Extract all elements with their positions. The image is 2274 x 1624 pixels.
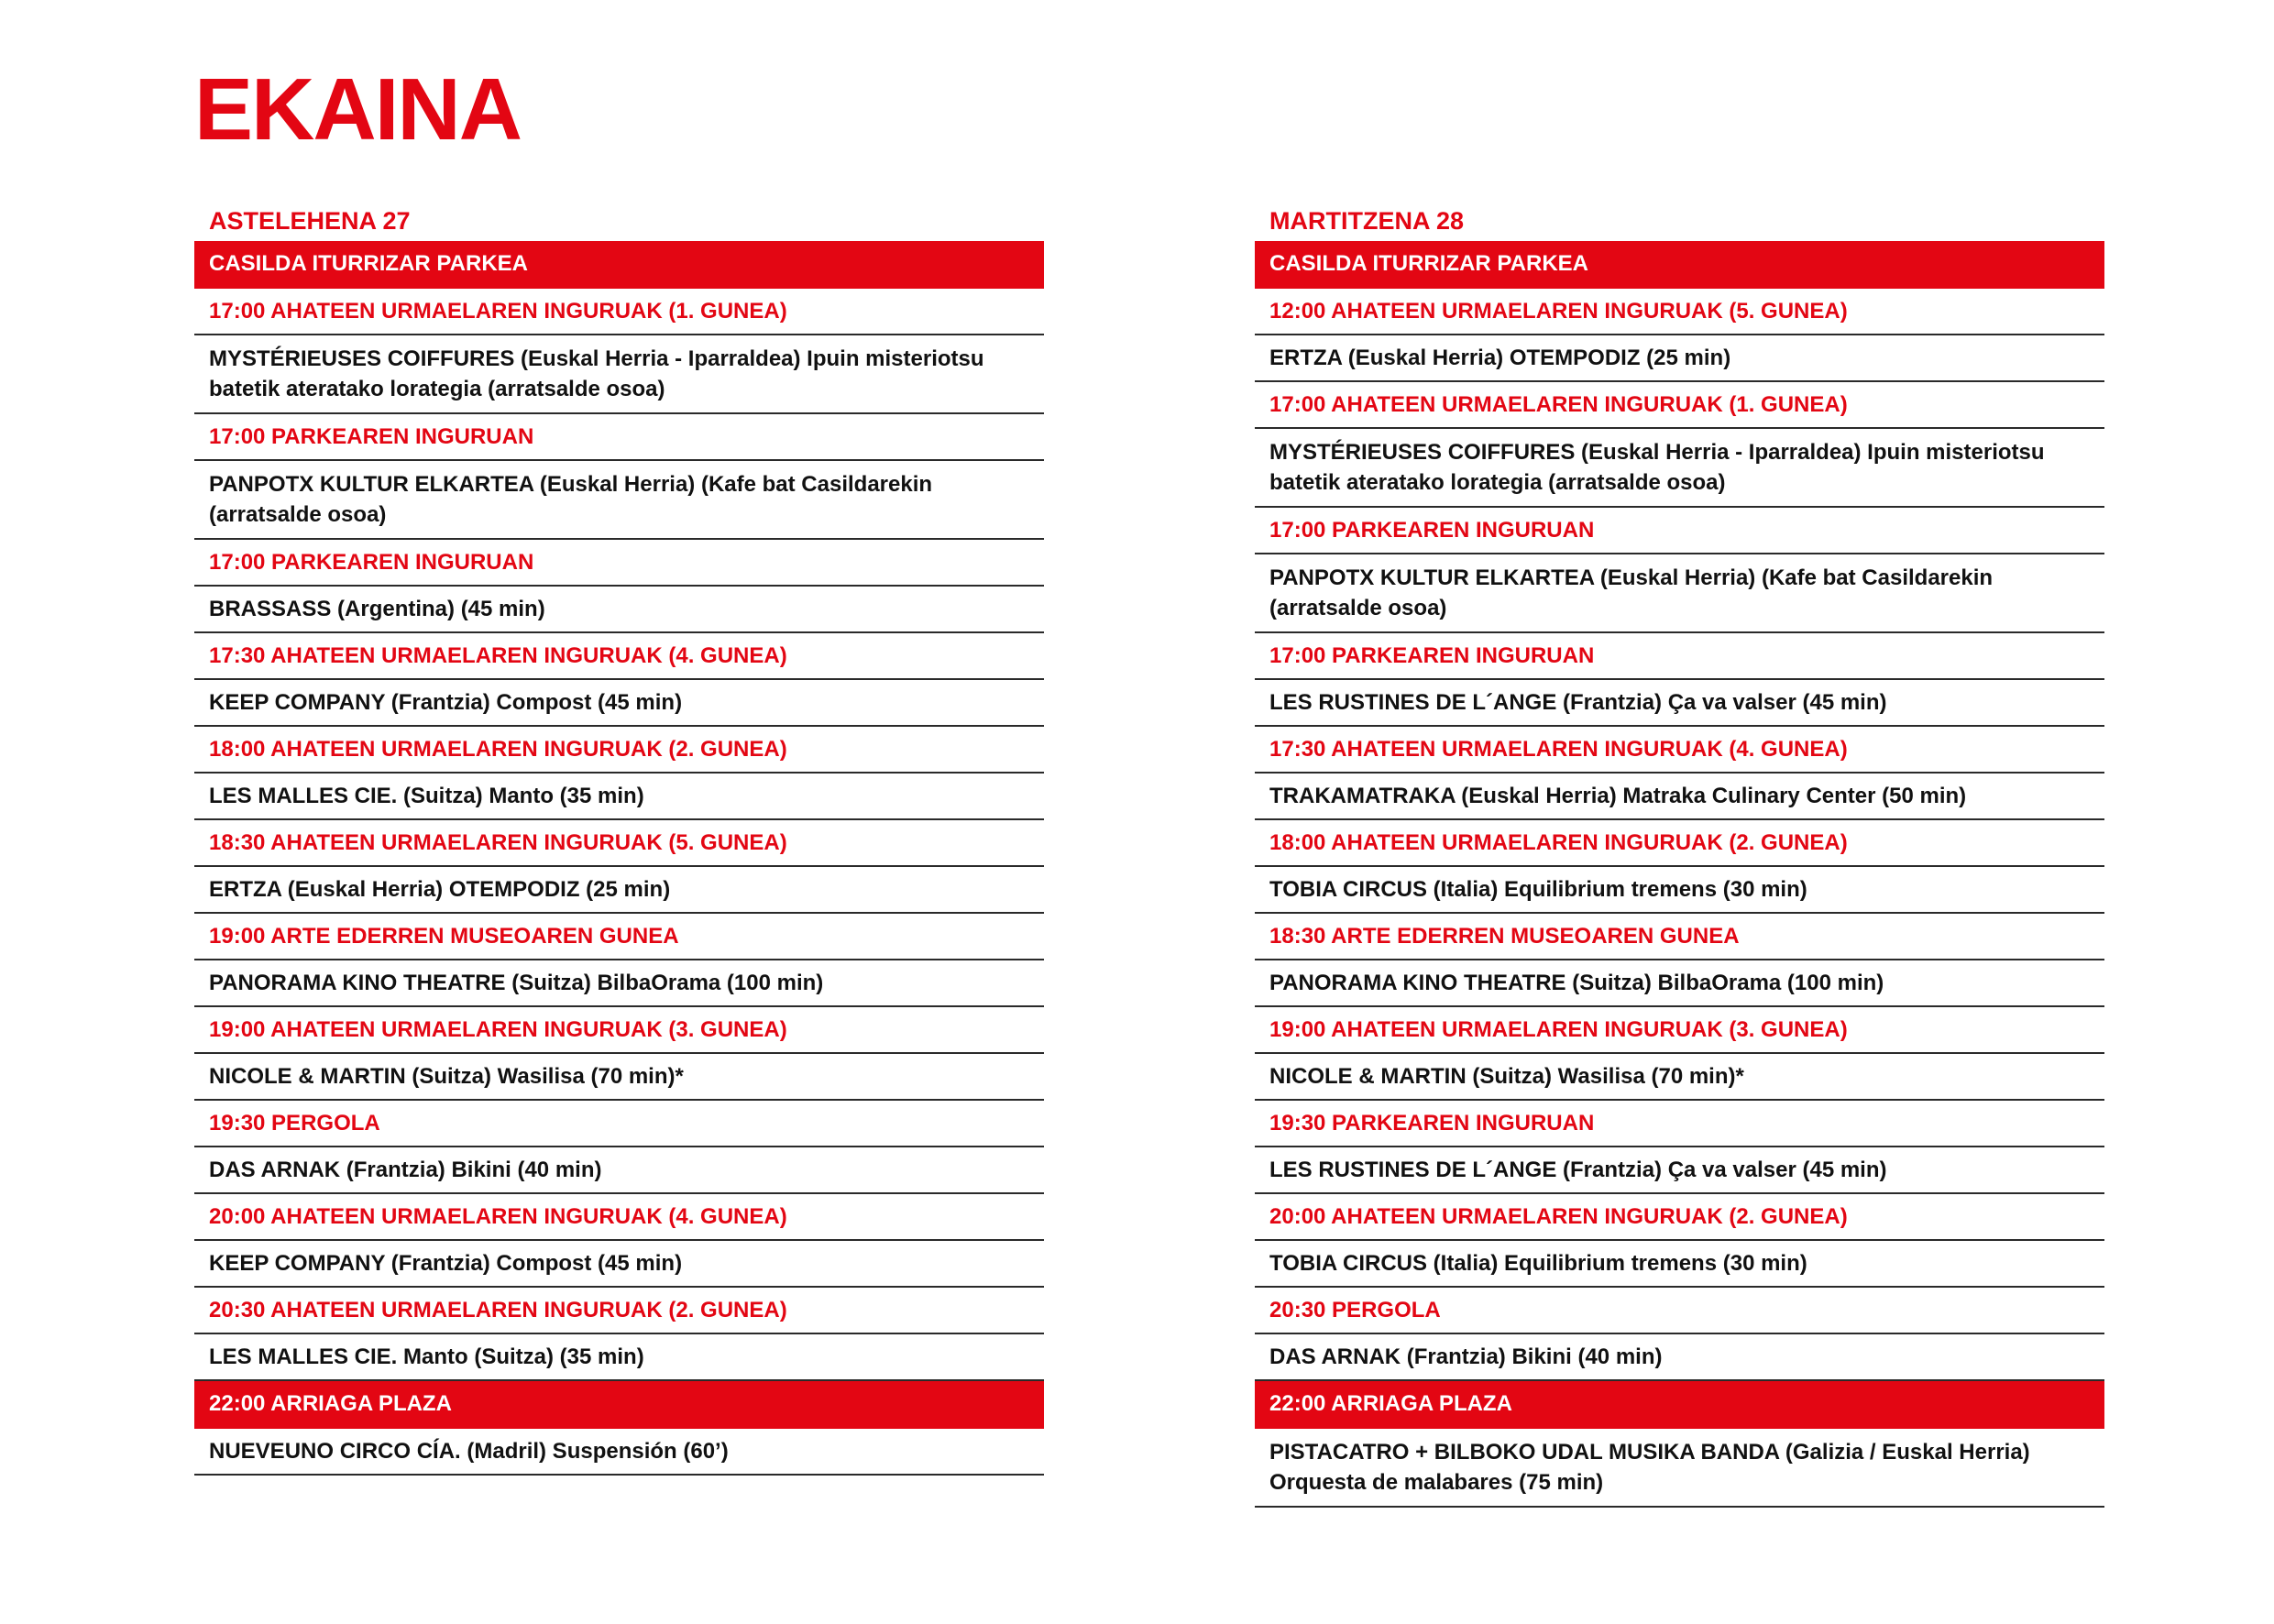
schedule-list — [1255, 241, 2104, 1508]
venue-bar: 22:00 ARRIAGA PLAZA — [194, 1381, 1044, 1429]
time-location-row: 17:00 AHATEEN URMAELAREN INGURUAK (1. GUNEA) — [1255, 382, 2104, 429]
day-column-monday — [194, 202, 1044, 1476]
performance-row: MYSTÉRIEUSES COIFFURES (Euskal Herria - Iparraldea) Ipuin misteriotsu batetik ateratako lorategia (arratsalde osoa) — [1255, 429, 2104, 508]
performance-row: TOBIA CIRCUS (Italia) Equilibrium tremens (30 min) — [1255, 867, 2104, 914]
page-title: EKAINA — [194, 60, 522, 159]
time-location-row: 17:00 PARKEAREN INGURUAN — [194, 540, 1044, 587]
performance-row: ERTZA (Euskal Herria) OTEMPODIZ (25 min) — [1255, 335, 2104, 382]
performance-row: DAS ARNAK (Frantzia) Bikini (40 min) — [1255, 1334, 2104, 1381]
time-location-row: 17:30 AHATEEN URMAELAREN INGURUAK (4. GUNEA) — [1255, 727, 2104, 774]
performance-row: PANORAMA KINO THEATRE (Suitza) BilbaOrama (100 min) — [1255, 960, 2104, 1007]
venue-bar: CASILDA ITURRIZAR PARKEA — [194, 241, 1044, 289]
time-location-row: 20:30 AHATEEN URMAELAREN INGURUAK (2. GUNEA) — [194, 1288, 1044, 1334]
performance-row: BRASSASS (Argentina) (45 min) — [194, 587, 1044, 633]
performance-row: LES RUSTINES DE L´ANGE (Frantzia) Ça va valser (45 min) — [1255, 1147, 2104, 1194]
time-location-row: 20:00 AHATEEN URMAELAREN INGURUAK (4. GUNEA) — [194, 1194, 1044, 1241]
day-column-tuesday — [1255, 202, 2104, 1508]
time-location-row: 18:00 AHATEEN URMAELAREN INGURUAK (2. GUNEA) — [194, 727, 1044, 774]
performance-row: TOBIA CIRCUS (Italia) Equilibrium tremens (30 min) — [1255, 1241, 2104, 1288]
performance-row: PANPOTX KULTUR ELKARTEA (Euskal Herria) (Kafe bat Casildarekin (arratsalde osoa) — [1255, 554, 2104, 633]
time-location-row: 19:00 AHATEEN URMAELAREN INGURUAK (3. GUNEA) — [194, 1007, 1044, 1054]
time-location-row: 19:00 ARTE EDERREN MUSEOAREN GUNEA — [194, 914, 1044, 960]
time-location-row: 17:30 AHATEEN URMAELAREN INGURUAK (4. GUNEA) — [194, 633, 1044, 680]
time-location-row: 19:00 AHATEEN URMAELAREN INGURUAK (3. GUNEA) — [1255, 1007, 2104, 1054]
time-location-row: 20:00 AHATEEN URMAELAREN INGURUAK (2. GUNEA) — [1255, 1194, 2104, 1241]
time-location-row: 17:00 AHATEEN URMAELAREN INGURUAK (1. GUNEA) — [194, 289, 1044, 335]
time-location-row: 18:00 AHATEEN URMAELAREN INGURUAK (2. GUNEA) — [1255, 820, 2104, 867]
venue-bar: 22:00 ARRIAGA PLAZA — [1255, 1381, 2104, 1429]
performance-row: NICOLE & MARTIN (Suitza) Wasilisa (70 min)* — [194, 1054, 1044, 1101]
time-location-row: 19:30 PERGOLA — [194, 1101, 1044, 1147]
time-location-row: 17:00 PARKEAREN INGURUAN — [194, 414, 1044, 461]
performance-row: DAS ARNAK (Frantzia) Bikini (40 min) — [194, 1147, 1044, 1194]
time-location-row: 12:00 AHATEEN URMAELAREN INGURUAK (5. GUNEA) — [1255, 289, 2104, 335]
performance-row: ERTZA (Euskal Herria) OTEMPODIZ (25 min) — [194, 867, 1044, 914]
performance-row: LES MALLES CIE. (Suitza) Manto (35 min) — [194, 774, 1044, 820]
performance-row: LES RUSTINES DE L´ANGE (Frantzia) Ça va valser (45 min) — [1255, 680, 2104, 727]
schedule-list — [194, 241, 1044, 1476]
performance-row: NICOLE & MARTIN (Suitza) Wasilisa (70 min)* — [1255, 1054, 2104, 1101]
performance-row: KEEP COMPANY (Frantzia) Compost (45 min) — [194, 1241, 1044, 1288]
time-location-row: 20:30 PERGOLA — [1255, 1288, 2104, 1334]
time-location-row: 17:00 PARKEAREN INGURUAN — [1255, 508, 2104, 554]
performance-row: KEEP COMPANY (Frantzia) Compost (45 min) — [194, 680, 1044, 727]
time-location-row: 18:30 ARTE EDERREN MUSEOAREN GUNEA — [1255, 914, 2104, 960]
performance-row: NUEVEUNO CIRCO CÍA. (Madril) Suspensión (60’) — [194, 1429, 1044, 1476]
venue-bar: CASILDA ITURRIZAR PARKEA — [1255, 241, 2104, 289]
day-heading: MARTITZENA 28 — [1269, 207, 1465, 235]
performance-row: PANPOTX KULTUR ELKARTEA (Euskal Herria) (Kafe bat Casildarekin (arratsalde osoa) — [194, 461, 1044, 540]
day-heading: ASTELEHENA 27 — [209, 207, 411, 235]
time-location-row: 18:30 AHATEEN URMAELAREN INGURUAK (5. GUNEA) — [194, 820, 1044, 867]
time-location-row: 17:00 PARKEAREN INGURUAN — [1255, 633, 2104, 680]
performance-row: PISTACATRO + BILBOKO UDAL MUSIKA BANDA (Galizia / Euskal Herria) Orquesta de malabares (75 min) — [1255, 1429, 2104, 1508]
performance-row: TRAKAMATRAKA (Euskal Herria) Matraka Culinary Center (50 min) — [1255, 774, 2104, 820]
performance-row: PANORAMA KINO THEATRE (Suitza) BilbaOrama (100 min) — [194, 960, 1044, 1007]
performance-row: MYSTÉRIEUSES COIFFURES (Euskal Herria - Iparraldea) Ipuin misteriotsu batetik ateratako lorategia (arratsalde osoa) — [194, 335, 1044, 414]
performance-row: LES MALLES CIE. Manto (Suitza) (35 min) — [194, 1334, 1044, 1381]
time-location-row: 19:30 PARKEAREN INGURUAN — [1255, 1101, 2104, 1147]
